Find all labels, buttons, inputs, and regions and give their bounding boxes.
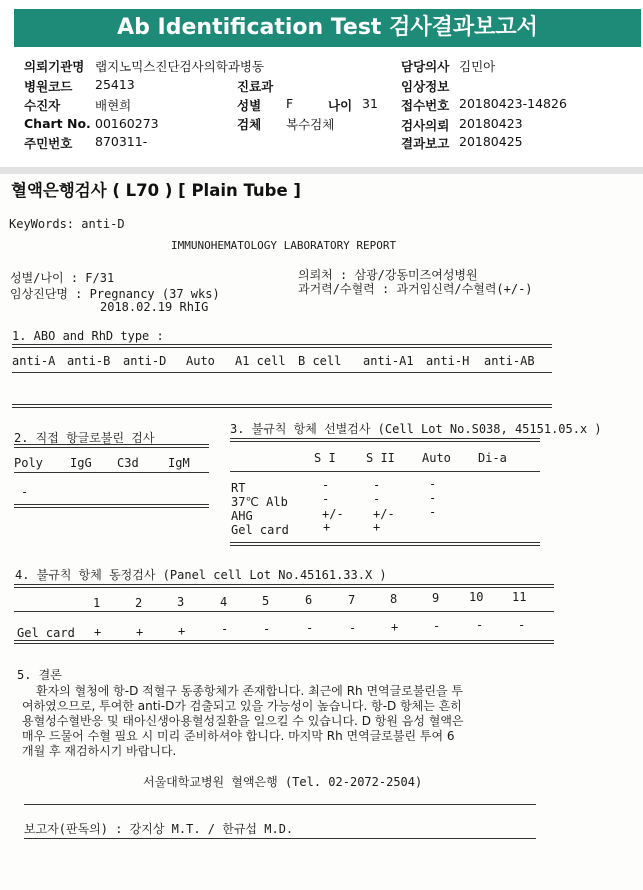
institution-value: 랩지노믹스진단검사의학과병동 — [95, 59, 265, 74]
screen-row-label: 37℃ Alb — [231, 495, 288, 509]
abo-col-a1-cell: A1 cell — [235, 354, 286, 368]
department-label: 진료과 — [237, 79, 274, 94]
receipt-no-value: 20180423-14826 — [459, 96, 567, 111]
signature-rule-bottom — [24, 838, 536, 839]
sex-label: 성별 — [237, 98, 262, 113]
panel-col: 1 — [93, 596, 101, 610]
panel-rule-bottom — [14, 640, 554, 644]
dat-rule-mid — [14, 472, 209, 473]
panel-rule-mid — [14, 611, 554, 612]
abo-col-auto: Auto — [186, 354, 215, 368]
diagnosis-line: 임상진단명 : Pregnancy (37 wks) — [10, 287, 220, 301]
dat-rule-top — [14, 444, 209, 448]
abo-col-b-cell: B cell — [298, 354, 342, 368]
panel-col: 2 — [135, 596, 143, 610]
conclusion-title: 5. 결론 — [17, 668, 62, 682]
screen-cell: +/- — [322, 507, 344, 521]
screen-rule-mid — [230, 471, 540, 472]
age-value: 31 — [362, 96, 378, 111]
report-title: 혈액은행검사 ( L70 ) [ Plain Tube ] — [11, 181, 301, 200]
screen-col-auto: Auto — [422, 451, 451, 465]
abo-section-title: 1. ABO and RhD type : — [12, 329, 164, 343]
panel-col: 11 — [512, 590, 527, 604]
panel-cell: - — [349, 621, 357, 635]
screen-rule-top — [230, 438, 540, 442]
abo-col-anti-b: anti-B — [67, 354, 111, 368]
panel-cell: - — [306, 621, 314, 635]
screen-col-s2: S II — [366, 451, 395, 465]
abo-rule-bottom — [12, 404, 552, 408]
report-header-banner: Ab Identification Test 검사결과보고서 — [14, 9, 641, 47]
rhig-line: 2018.02.19 RhIG — [100, 300, 209, 314]
dat-col-c3d: C3d — [117, 456, 139, 470]
request-date-label: 검사의뢰 — [401, 118, 450, 133]
sex-value: F — [286, 96, 294, 111]
keywords: KeyWords: anti-D — [9, 217, 125, 231]
screen-cell: - — [322, 478, 330, 492]
specimen-label: 검체 — [237, 117, 262, 132]
panel-cell: + — [94, 625, 102, 639]
panel-rule-top — [14, 584, 554, 588]
abo-col-anti-h: anti-H — [426, 354, 470, 368]
request-date-value: 20180423 — [459, 116, 523, 131]
resident-no-value: 870311- — [95, 134, 148, 149]
doctor-value: 김민아 — [459, 59, 496, 74]
conclusion-line: 여하였으므로, 투여한 anti-D가 검출되고 있을 가능성이 높습니다. 항-D 항체는 흔히 — [22, 699, 462, 713]
panel-cell: - — [476, 618, 484, 632]
age-label: 나이 — [328, 98, 353, 113]
screen-col-s1: S I — [314, 451, 336, 465]
report-date-value: 20180425 — [459, 134, 523, 149]
screen-row-label: RT — [231, 481, 246, 495]
resident-no-label: 주민번호 — [24, 136, 73, 151]
dat-rule-bottom — [14, 504, 209, 508]
institution-signature: 서울대학교병원 혈액은행 (Tel. 02-2072-2504) — [143, 775, 423, 789]
panel-col: 6 — [305, 593, 313, 607]
screen-cell: - — [429, 477, 437, 491]
screen-cell: - — [373, 492, 381, 506]
conclusion-line: 매우 드물어 수혈 필요 시 미리 준비하셔야 합니다. 마지막 Rh 면역글로불린 투여 6 — [22, 729, 455, 743]
signature-rule-top — [24, 804, 536, 805]
hospital-code-value: 25413 — [95, 77, 135, 92]
conclusion-paragraph — [22, 684, 582, 759]
dat-section-title: 2. 직접 항글로불린 검사 — [14, 431, 155, 445]
panel-cell: - — [518, 618, 526, 632]
screen-cell: - — [322, 492, 330, 506]
requester-line: 의뢰처 : 삼광/강동미즈여성병원 — [298, 268, 478, 282]
panel-col: 5 — [262, 594, 270, 608]
screen-col-di-a: Di-a — [478, 451, 507, 465]
screen-row-label: Gel card — [231, 523, 289, 537]
panel-row-label: Gel card — [17, 626, 75, 640]
examinee-value: 배현희 — [95, 98, 132, 113]
screen-cell: + — [373, 520, 381, 534]
abo-col-anti-a1: anti-A1 — [363, 354, 414, 368]
panel-cell: - — [433, 619, 441, 633]
panel-cell: + — [391, 620, 399, 634]
screen-rule-bottom — [230, 542, 540, 546]
panel-col: 4 — [220, 595, 228, 609]
doctor-label: 담당의사 — [401, 59, 450, 74]
reporter-line: 보고자(판독의) : 강지상 M.T. / 한규섭 M.D. — [24, 822, 294, 836]
hospital-code-label: 병원코드 — [24, 79, 73, 94]
receipt-no-label: 접수번호 — [401, 98, 450, 113]
panel-col: 10 — [469, 590, 484, 604]
conclusion-line: 환자의 혈청에 항-D 적혈구 동종항체가 존재합니다. 최근에 Rh 면역글로불린을 투 — [36, 684, 464, 698]
screen-section-title: 3. 불규칙 항체 선별검사 (Cell Lot No.S038, 45151.05.x ) — [230, 422, 602, 436]
lab-report-title: IMMUNOHEMATOLOGY LABORATORY REPORT — [171, 239, 397, 252]
chart-no-label: Chart No. — [24, 116, 91, 131]
abo-rule-mid — [12, 372, 552, 373]
chart-no-value: 00160273 — [95, 116, 159, 131]
dat-result: - — [21, 485, 29, 499]
panel-section-title: 4. 불규칙 항체 동정검사 (Panel cell Lot No.45161.33.X ) — [15, 568, 387, 582]
screen-cell: - — [429, 491, 437, 505]
report-date-label: 결과보고 — [401, 136, 450, 151]
abo-col-anti-d: anti-D — [123, 354, 167, 368]
conclusion-line: 개월 후 재검하시기 바랍니다. — [22, 744, 177, 758]
screen-cell: - — [429, 505, 437, 519]
panel-col: 7 — [348, 593, 356, 607]
dat-col-igg: IgG — [70, 456, 92, 470]
panel-col: 3 — [177, 595, 185, 609]
abo-col-anti-ab: anti-AB — [484, 354, 535, 368]
screen-cell: +/- — [373, 507, 395, 521]
institution-label: 의뢰기관명 — [24, 59, 85, 74]
conclusion-line: 용혈성수혈반응 및 태아신생아용혈성질환을 일으킬 수 있습니다. D 항원 음성 혈액은 — [22, 714, 464, 728]
panel-cell: + — [136, 625, 144, 639]
scanned-lab-report — [0, 174, 643, 890]
panel-cell: - — [221, 622, 229, 636]
panel-cell: + — [178, 624, 186, 638]
history-line: 과거력/수혈력 : 과거임신력/수혈력(+/-) — [298, 282, 533, 296]
clinical-info-label: 임상정보 — [401, 79, 450, 94]
dat-col-igm: IgM — [168, 456, 190, 470]
screen-row-label: AHG — [231, 509, 253, 523]
screen-cell: + — [323, 520, 331, 534]
header-separator — [0, 167, 643, 174]
abo-rule-top — [12, 344, 552, 348]
panel-cell: - — [263, 622, 271, 636]
specimen-value: 복수검체 — [286, 117, 335, 132]
examinee-label: 수진자 — [24, 98, 61, 113]
screen-cell: - — [373, 478, 381, 492]
abo-col-anti-a: anti-A — [12, 354, 56, 368]
panel-col: 9 — [432, 591, 440, 605]
dat-col-poly: Poly — [14, 456, 43, 470]
panel-col: 8 — [390, 592, 398, 606]
sex-age-line: 성별/나이 : F/31 — [10, 271, 115, 285]
